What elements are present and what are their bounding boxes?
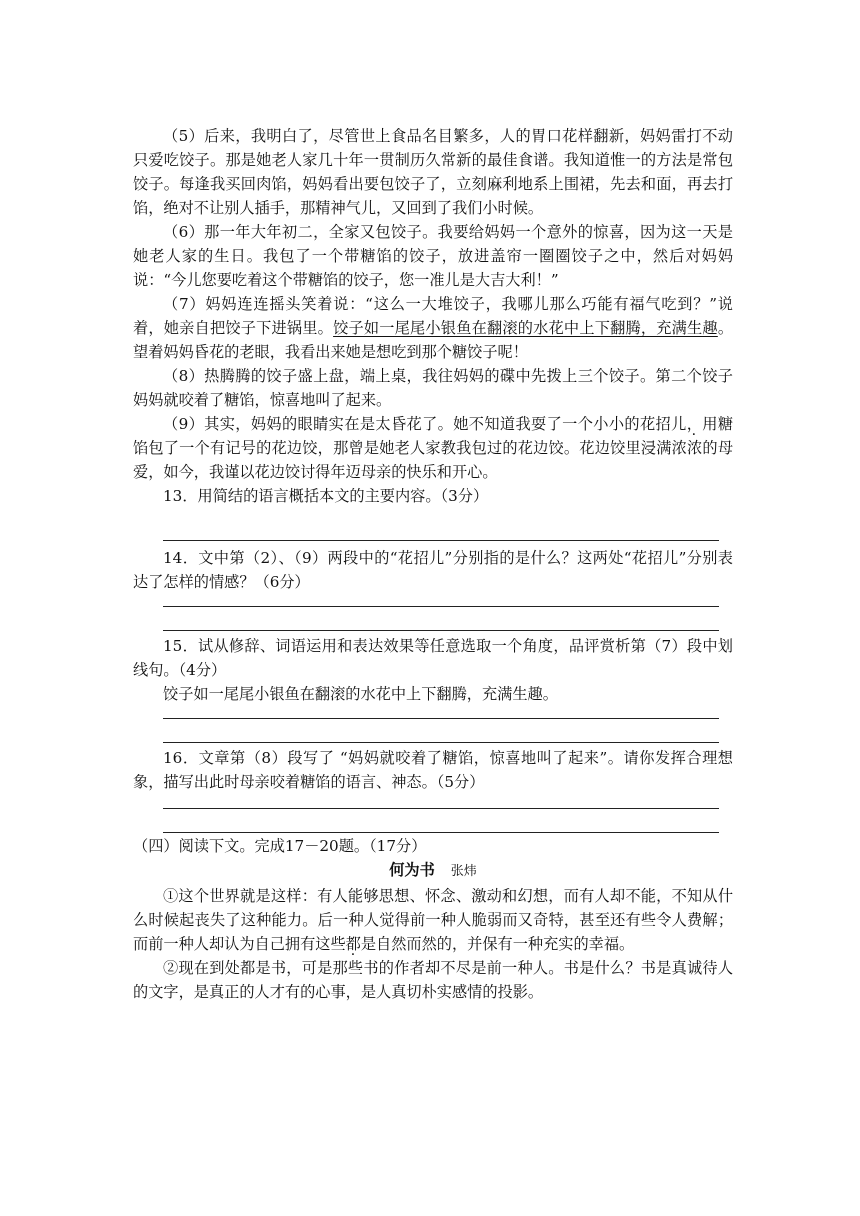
- question-14-block: [133, 546, 733, 594]
- paragraph-7: [133, 292, 733, 364]
- essay-title-line: [133, 858, 733, 884]
- essay-author: 张炜: [450, 864, 477, 879]
- answer-line[interactable]: [163, 540, 719, 541]
- paragraph-7-text-a: （7）妈妈连连摇头笑着说：“这么一大堆饺子，我哪儿那么巧能有福气吃到？”说着，她亲自把饺子下进锅里。: [133, 295, 733, 337]
- paragraph-9: [133, 412, 733, 484]
- answer-line[interactable]: [163, 808, 719, 809]
- paragraph-5: （5）后来，我明白了，尽管世上食品名目繁多，人的胃口花样翻新，妈妈雷打不动只爱吃饺子。那是她老人家几十年一贯制历久常新的最佳食谱。我知道惟一的方法是常包饺子。每逢我买回肉馅，妈妈看出要包饺子了，立刻麻利地系上围裙，先去和面，再去打馅，绝对不让别人插手，那精神气儿，又回到了我们小时候。: [133, 127, 733, 217]
- answer-line[interactable]: [163, 606, 719, 607]
- question-13: 13．用简结的语言概括本文的主要内容。（3分）: [163, 487, 489, 505]
- answer-line[interactable]: [163, 832, 719, 833]
- dotted-char: 些: [330, 935, 346, 953]
- essay-paragraph-1-text-a: ①这个世界就是这样：有人能够思想、怀念、激动和幻想，而有人却不能，不知从什么时候起丧失了这种能力。后一种人觉得前一种人脆弱而又奇特，甚至还有些令人费解；而前一种人却认为自己拥有这: [133, 887, 733, 953]
- question-16: 16．文章第（8）段写了 “妈妈就咬着了糖馅，惊喜地叫了起来”。请你发挥合理想象，描写出此时母亲咬着糖馅的语言、神态。（5分）: [133, 749, 733, 791]
- paragraph-9-text-b: ，用糖馅包了一个有记号的花边饺，那曾是她老人家教我包过的花边饺。花边饺里浸满浓浓的母爱，如今，我谨以花边饺讨得年迈母亲的快乐和开心。: [133, 415, 734, 481]
- essay-paragraph-1: [133, 884, 733, 956]
- underlined-sentence: 饺子如一尾尾小银鱼在翻滚的水花中上下翻腾，充满生趣: [333, 319, 718, 337]
- paragraph-6: （6）那一年大年初二，全家又包饺子。我要给妈妈一个意外的惊喜，因为这一天是她老人家的生日。我包了一个带糖馅的饺子，放进盖帘一圈圈饺子之中，然后对妈妈说：“今儿您要吃着这个带糖馅的饺子，您一准儿是大吉大利！”: [133, 223, 733, 289]
- question-16-block: [133, 746, 733, 794]
- paragraph-8: （8）热腾腾的饺子盛上盘，端上桌，我往妈妈的碟中先拨上三个饺子。第二个饺子妈妈就咬着了糖馅，惊喜地叫了起来。: [133, 367, 733, 409]
- question-15-quote: 饺子如一尾尾小银鱼在翻滚的水花中上下翻腾，充满生趣。: [163, 685, 558, 703]
- section-4-heading: （四）阅读下文。完成17－20题。（17分）: [133, 837, 427, 855]
- question-15-block: [133, 634, 733, 706]
- essay-paragraph-2: ②现在到处都是书，可是那些书的作者却不尽是前一种人。书是什么？书是真诚待人的文字，是真正的人才有的心事，是人真切朴实感情的投影。: [133, 959, 733, 1001]
- answer-line[interactable]: [163, 630, 719, 631]
- paragraph-7-text-b: 。望着妈妈昏花的老眼，我看出来她是想吃到那个糖饺子呢！: [133, 319, 734, 361]
- question-14: 14．文中第（2）、（9）两段中的“花招儿”分别指的是什么？这两处“花招儿”分别表达了怎样的情感？（6分）: [133, 549, 733, 591]
- answer-line[interactable]: [163, 742, 719, 743]
- paragraph-9-text-a: （9）其实，妈妈的眼睛实在是太昏花了。她不知道我耍了一个小小的花招: [163, 415, 672, 433]
- dotted-char: 儿: [671, 415, 687, 433]
- reading-section-4: [133, 834, 733, 1004]
- answer-line[interactable]: [163, 718, 719, 719]
- story-passage: [133, 124, 733, 508]
- question-15: 15．试从修辞、词语运用和表达效果等任意选取一个角度，品评赏析第（7）段中划线句。（4分）: [133, 637, 733, 679]
- essay-paragraph-1-text-b: 都是自然而然的，并保有一种充实的幸福。: [345, 935, 635, 953]
- essay-title: 何为书: [389, 861, 435, 879]
